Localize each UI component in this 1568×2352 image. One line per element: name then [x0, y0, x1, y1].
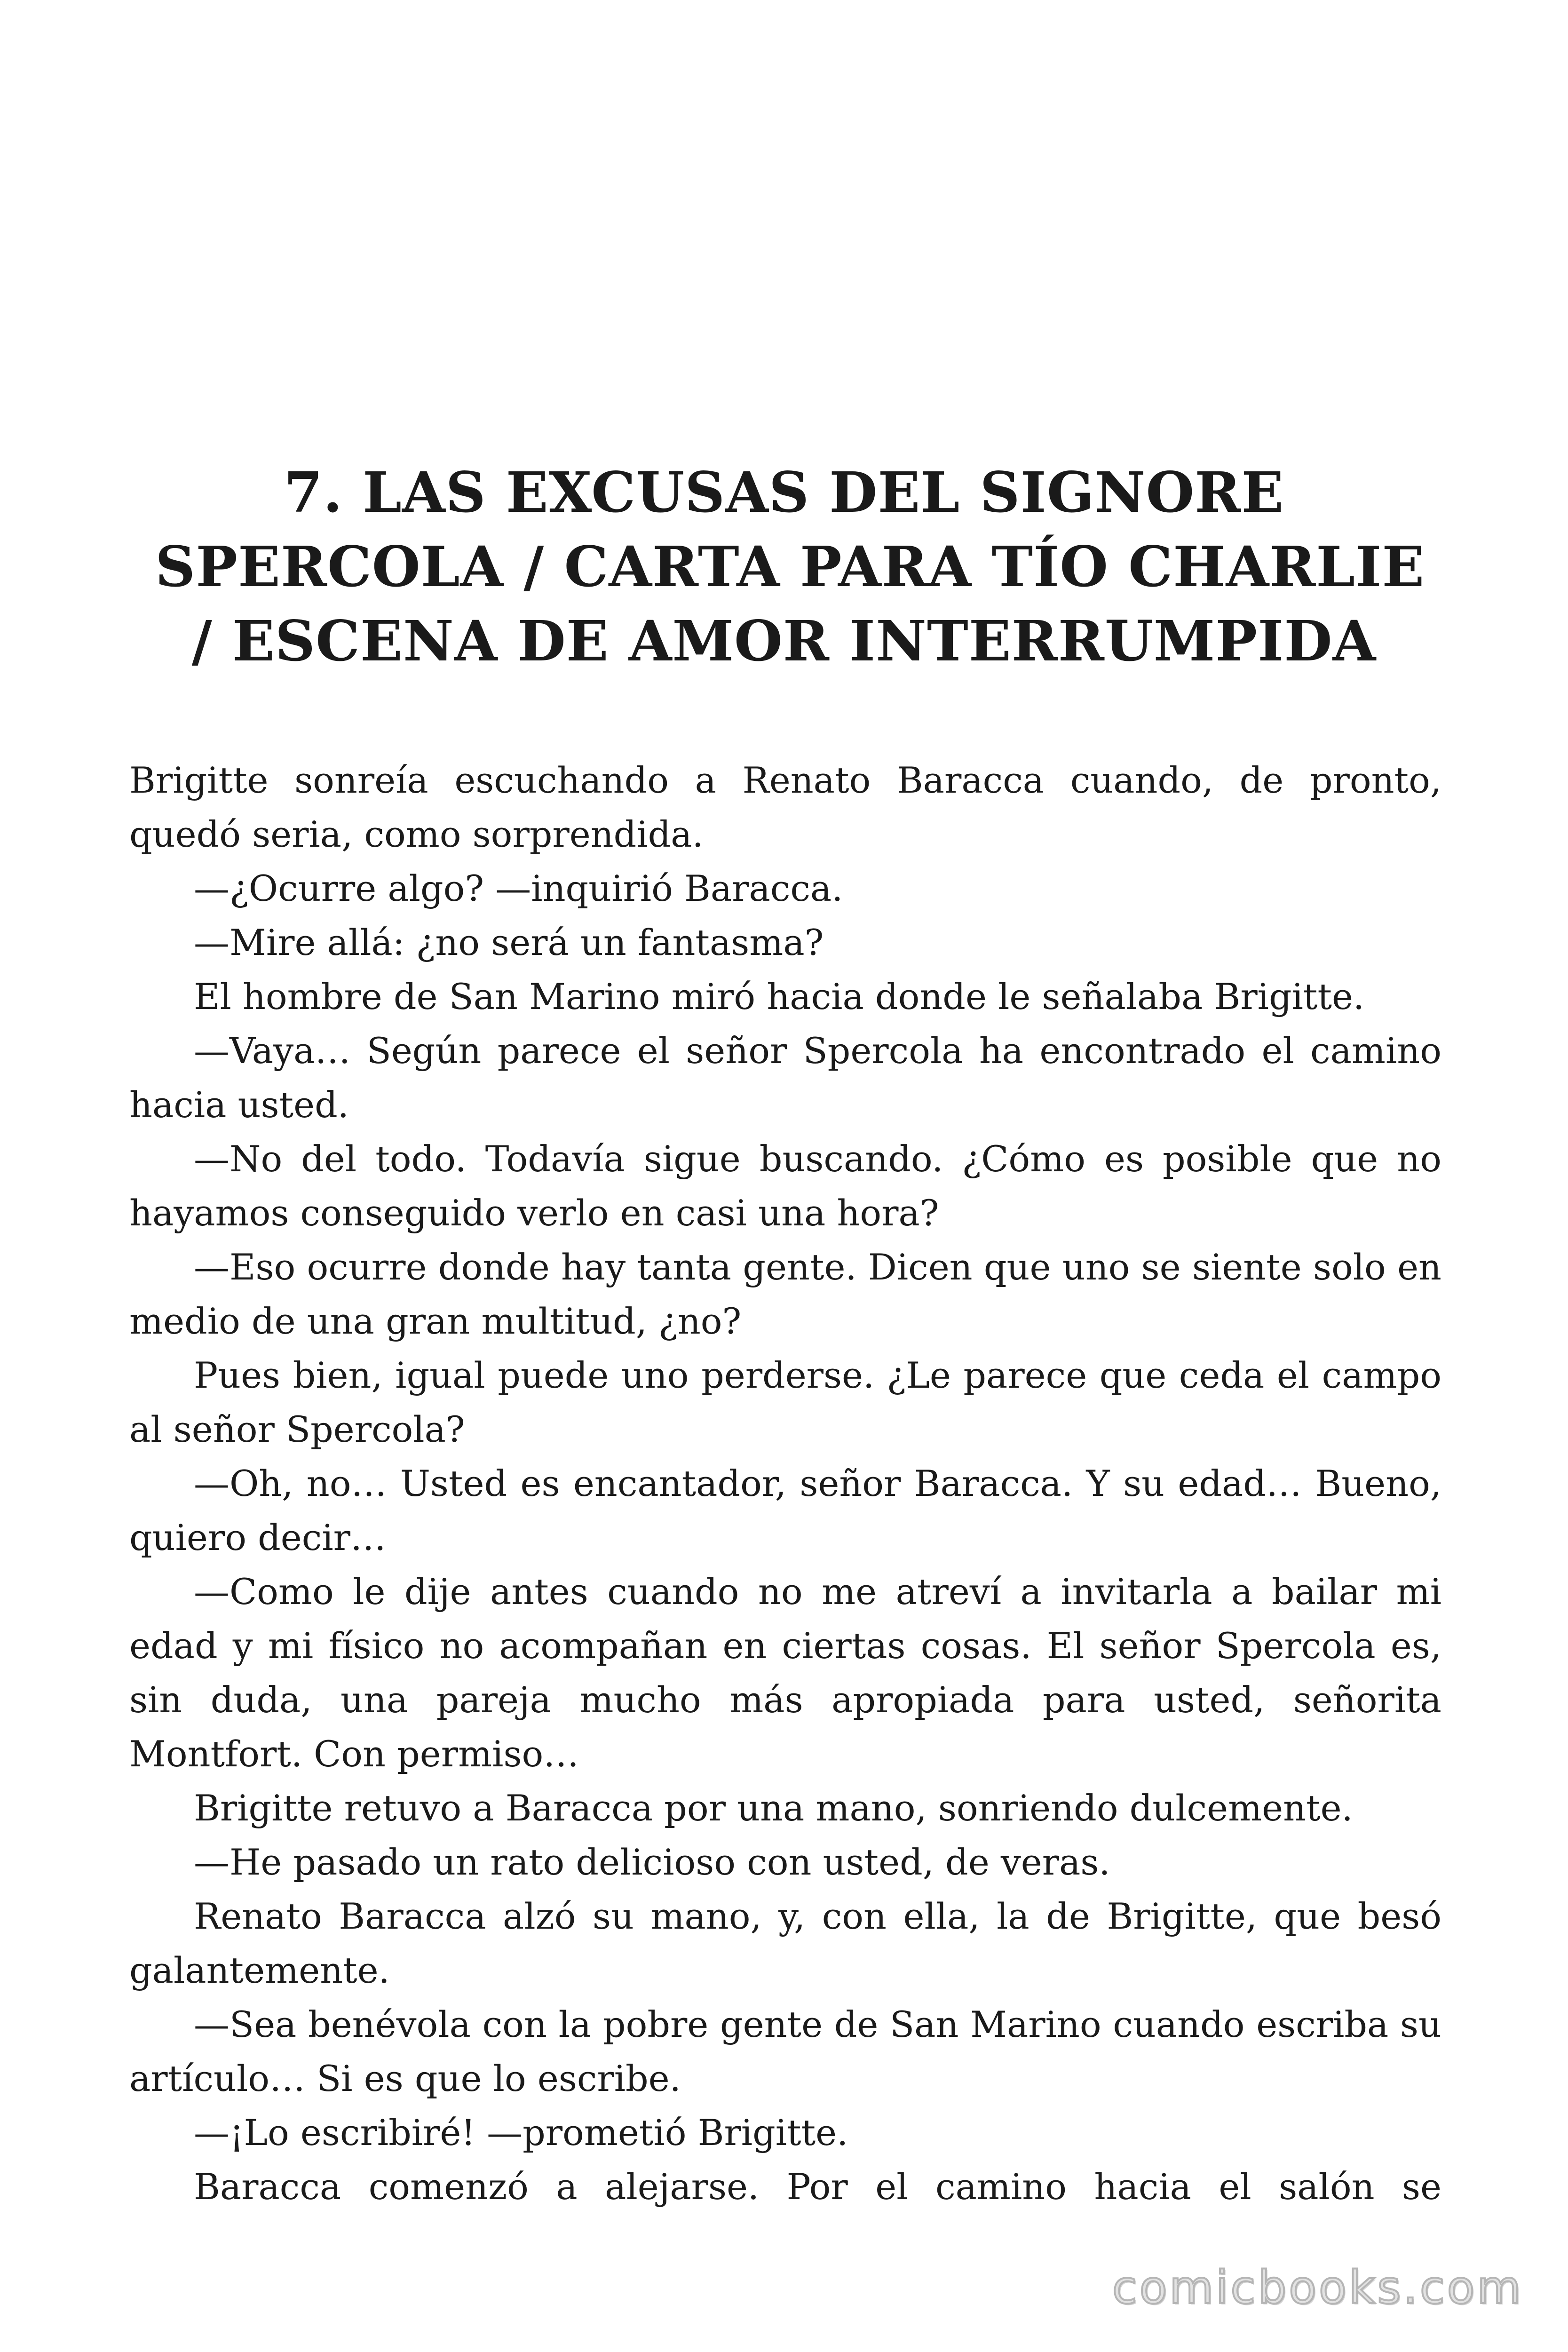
paragraph: Pues bien, igual puede uno perderse. ¿Le parece que ceda el campo al señor Spercola? — [129, 1354, 1441, 1450]
paragraph: —¿Ocurre algo? —inquirió Baracca. — [194, 867, 843, 909]
chapter-title-line: 7. LAS EXCUSAS DEL SIGNORE — [284, 460, 1284, 525]
paragraph: —Eso ocurre donde hay tanta gente. Dicen que uno se siente solo en medio de una gran multitud, ¿no? — [129, 1246, 1441, 1342]
chapter-title-line: SPERCOLA / CARTA PARA TÍO CHARLIE — [155, 534, 1425, 599]
chapter-title-line: / ESCENA DE AMOR INTERRUMPIDA — [191, 608, 1377, 674]
paragraph: —Sea benévola con la pobre gente de San Marino cuando escriba su artículo… Si es que lo escribe. — [129, 2003, 1441, 2099]
paragraph: Baracca comenzó a alejarse. Por el camino hacia el salón se — [194, 2166, 1441, 2208]
paragraph: —He pasado un rato delicioso con usted, de veras. — [194, 1841, 1110, 1883]
paragraph: —Como le dije antes cuando no me atreví a invitarla a bailar mi edad y mi físico no acompañan en ciertas cosas. El señor Spercola es, sin duda, una pareja mucho más apropiada para usted, señorita Montfort. Con permiso… — [129, 1571, 1441, 1775]
paragraph: —¡Lo escribiré! —prometió Brigitte. — [194, 2112, 848, 2153]
paragraph: —Vaya… Según parece el señor Spercola ha encontrado el camino hacia usted. — [129, 1030, 1441, 1126]
paragraph: —Mire allá: ¿no será un fantasma? — [194, 922, 824, 963]
chapter-body — [129, 753, 1441, 2214]
paragraph: El hombre de San Marino miró hacia donde le señalaba Brigitte. — [194, 976, 1365, 1017]
paragraph: Renato Baracca alzó su mano, y, con ella, la de Brigitte, que besó galantemente. — [129, 1895, 1441, 1991]
paragraph: —Oh, no… Usted es encantador, señor Baracca. Y su edad… Bueno, quiero decir… — [129, 1462, 1441, 1558]
paragraph: Brigitte retuvo a Baracca por una mano, sonriendo dulcemente. — [194, 1787, 1353, 1829]
watermark: comicbooks.com — [1112, 2261, 1523, 2314]
chapter-title — [155, 455, 1425, 678]
paragraph: —No del todo. Todavía sigue buscando. ¿Cómo es posible que no hayamos conseguido verlo en casi una hora? — [129, 1138, 1441, 1234]
paragraph: Brigitte sonreía escuchando a Renato Baracca cuando, de pronto, quedó seria, como sorprendida. — [129, 759, 1441, 855]
